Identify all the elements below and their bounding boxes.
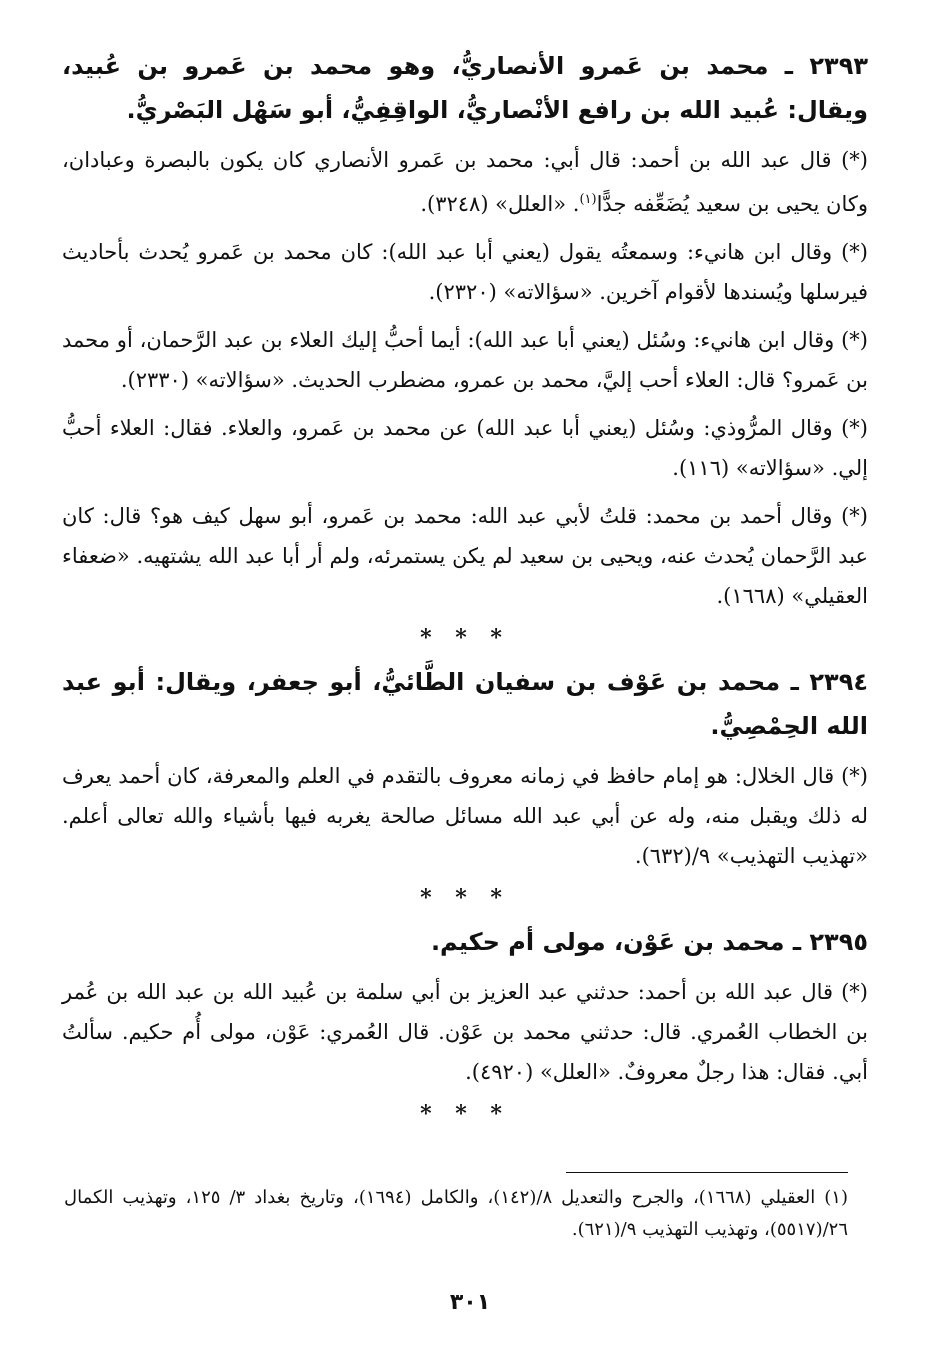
entry-2393	[62, 44, 868, 616]
narration-text: (*) قال عبد الله بن أحمد: قال أبي: محمد بن عَمرو الأنصاري كان يكون بالبصرة وعبادان، وكان يحيى بن سعيد يُضَعِّفه جدًّا	[62, 148, 868, 216]
narration-paragraph: (*) وقال أحمد بن محمد: قلتُ لأبي عبد الله: محمد بن عَمرو، أبو سهل كيف هو؟ قال: كان عبد الرَّحمان يُحدث عنه، ويحيى بن سعيد لم يكن يستمرئه، ولم أر أبا عبد الله يشتهيه. «ضعفاء العقيلي» (١٦٦٨).	[62, 504, 868, 608]
footnote-divider	[566, 1172, 848, 1173]
section-separator: * * *	[420, 885, 510, 911]
entry-title: ٢٣٩٥ ـ محمد بن عَوْن، مولى أم حكيم.	[430, 928, 868, 956]
narration-paragraph: (*) قال الخلال: هو إمام حافظ في زمانه معروف بالتقدم في العلم والمعرفة، كان أحمد يعرف له ذلك ويقبل منه، وله عن أبي عبد الله مسائل صالحة يغربه فيها بأشياء والله تعالى أعلم. «تهذيب التهذيب» ٩/(٦٣٢).	[62, 764, 868, 868]
narration-source: . «العلل» (٣٢٤٨).	[420, 192, 580, 216]
narration-paragraph: (*) وقال ابن هانيء: وسمعتُه يقول (يعني أبا عبد الله): كان محمد بن عَمرو يُحدث بأحاديث فيرسلها ويُسندها لأقوام آخرين. «سؤالاته» (٢٣٢٠).	[62, 240, 868, 304]
narration-paragraph: (*) وقال ابن هانيء: وسُئل (يعني أبا عبد الله): أيما أحبُّ إليك العلاء بن عبد الرَّحمان، أو محمد بن عَمرو؟ قال: العلاء أحب إليَّ، محمد بن عمرو، مضطرب الحديث. «سؤالاته» (٢٣٣٠).	[62, 328, 868, 392]
entry-2394	[62, 660, 868, 876]
section-separator: * * *	[420, 1101, 510, 1127]
entry-2395	[62, 920, 868, 1092]
entry-title: ٢٣٩٤ ـ محمد بن عَوْف بن سفيان الطَّائيُّ، أبو جعفر، ويقال: أبو عبد الله الحِمْصِيُّ.	[62, 668, 868, 740]
narration-paragraph	[62, 140, 868, 224]
footnote: (١) العقيلي (١٦٦٨)، والجرح والتعديل ٨/(١٤٢)، والكامل (١٦٩٤)، وتاريخ بغداد ٣/ ١٢٥، وتهذيب الكمال ٢٦/(٥٥١٧)، وتهذيب التهذيب ٩/(٦٢١).	[64, 1187, 848, 1240]
narration-paragraph: (*) وقال المرُّوذي: وسُئل (يعني أبا عبد الله) عن محمد بن عَمرو، والعلاء. فقال: العلاء أحبُّ إلي. «سؤالاته» (١١٦).	[62, 416, 868, 480]
section-separator: * * *	[420, 625, 510, 651]
page-number: ٣٠١	[449, 1290, 491, 1315]
entry-title: ٢٣٩٣ ـ محمد بن عَمرو الأنصاريُّ، وهو محمد بن عَمرو بن عُبيد، ويقال: عُبيد الله بن رافع الأنْصاريُّ، الواقِفِيُّ، أبو سَهْل البَصْريُّ.	[62, 52, 868, 124]
footnote-ref[interactable]: (١)	[579, 192, 597, 207]
page-body	[62, 44, 868, 1136]
narration-paragraph: (*) قال عبد الله بن أحمد: حدثني عبد العزيز بن أبي سلمة بن عُبيد الله بن عبد الله بن عُمر بن الخطاب العُمري. قال: حدثني محمد بن عَوْن. قال العُمري: عَوْن، مولى أُم حكيم. سألتُ أبي. فقال: هذا رجلٌ معروفٌ. «العلل» (٤٩٢٠).	[62, 980, 868, 1084]
